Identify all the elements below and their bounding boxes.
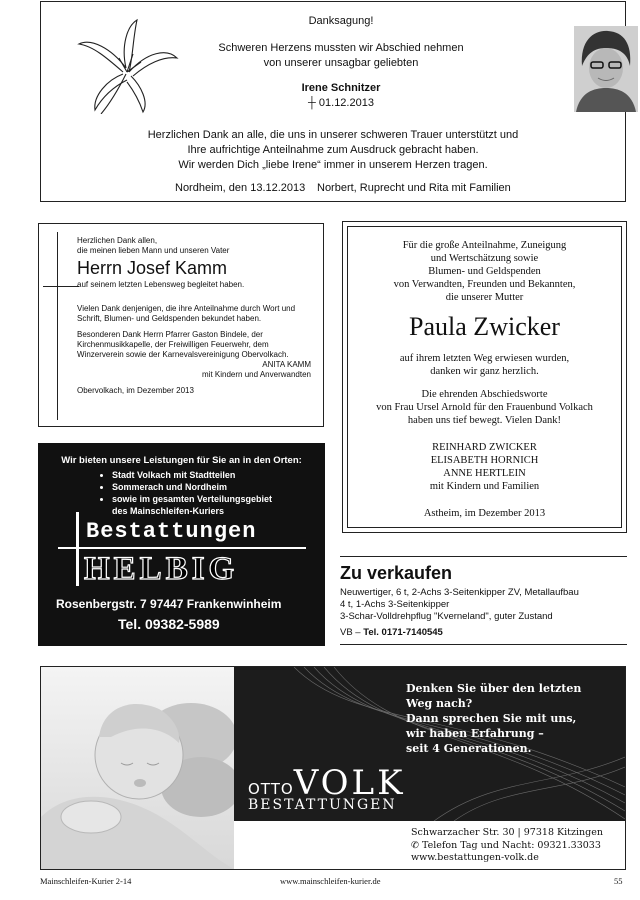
- ad1-thanks1: Herzlichen Dank an alle, die uns in unserer schweren Trauer unterstützt und: [147, 129, 519, 141]
- cross-horizontal: [43, 286, 79, 287]
- ad1-line1: Schweren Herzens mussten wir Abschied nehmen: [218, 42, 464, 54]
- ad1-thanks: [41, 128, 625, 173]
- classified-line1: Neuwertiger, 6 t, 2-Achs 3-Seitenkipper ZV, Metallaufbau: [340, 587, 579, 598]
- ad4-logo-top: Bestattungen: [86, 519, 257, 544]
- ad3-line2: und Wertschätzung sowie: [430, 253, 539, 264]
- ad2-signature-name: ANITA KAMM: [262, 360, 311, 369]
- lily-flower-icon: [71, 18, 181, 114]
- ad5-slogan1: Denken Sie über den letzten: [406, 682, 582, 695]
- helbig-funeral-ad: [38, 443, 325, 646]
- cross-horizontal: [58, 547, 306, 549]
- ad3-text: [348, 239, 621, 520]
- obituary-ad-kamm: [38, 223, 324, 427]
- ad1-thanks2: Ihre aufrichtige Anteilnahme zum Ausdruck gebracht haben.: [187, 144, 479, 156]
- ad2-paragraph2: Besonderen Dank Herrn Pfarrer Gaston Bindele, der Kirchenmusikkapelle, der Freiwilligen Feuerwehr, dem Winzerverein sowie der Karnevalsvereinigung Obervolkach.: [77, 330, 289, 359]
- ad2-intro3: auf seinem letzten Lebensweg begleitet haben.: [77, 280, 245, 289]
- classified-phone: Tel. 0171-7140545: [363, 627, 443, 638]
- ad4-logo-main: HELBIG: [84, 551, 239, 587]
- footer-website: www.mainschleifen-kurier.de: [280, 876, 381, 886]
- ad5-dark-panel: [234, 667, 625, 821]
- ad2-signature-family: mit Kindern und Anverwandten: [202, 370, 311, 379]
- ad3-signer1: REINHARD ZWICKER: [432, 442, 537, 453]
- classified-heading: Zu verkaufen: [340, 563, 453, 583]
- ad3-line1: Für die große Anteilnahme, Zuneigung: [402, 240, 567, 251]
- ad4-address: Rosenbergstr. 7 97447 Frankenwinheim: [56, 597, 282, 611]
- obituary-ad-schnitzer: [40, 1, 626, 202]
- ad2-text: [77, 236, 311, 396]
- cross-vertical: [76, 512, 79, 586]
- ad1-signature: Norbert, Ruprecht und Rita mit Familien: [317, 182, 511, 194]
- ad3-line3: Blumen- und Geldspenden: [428, 266, 541, 277]
- volk-logo-sub: BESTATTUNGEN: [248, 797, 397, 813]
- volk-funeral-ad: [40, 666, 626, 870]
- classified-line2: 4 t, 1-Achs 3-Seitenkipper: [340, 599, 450, 610]
- ad3-line8: Die ehrenden Abschiedsworte: [421, 389, 548, 400]
- footer-page-number: 55: [614, 876, 623, 886]
- obituary-ad-zwicker: [342, 221, 627, 533]
- classified-body: [340, 587, 627, 623]
- classified-contact: [340, 627, 627, 638]
- ad5-phone: Telefon Tag und Nacht: 09321.33033: [422, 839, 601, 851]
- ad2-intro2: die meinen lieben Mann und unseren Vater: [77, 246, 230, 255]
- ad4-service-item: • sowie im gesamten Verteilungsgebiet: [112, 493, 272, 505]
- ad5-website: www.bestattungen-volk.de: [411, 852, 539, 863]
- ad5-slogan3: Dann sprechen Sie mit uns,: [406, 712, 577, 725]
- ad3-line5: die unserer Mutter: [445, 292, 524, 303]
- top-rule: [340, 556, 627, 557]
- portrait-photo: [574, 26, 638, 112]
- ad2-deceased-name: Herrn Josef Kamm: [77, 258, 228, 278]
- ad4-headline: Wir bieten unsere Leistungen für Sie an in den Orten:: [61, 455, 302, 466]
- ad5-slogan: [406, 681, 581, 756]
- ad4-service-item: • Sommerach und Nordheim: [112, 481, 272, 493]
- ad3-line9: von Frau Ursel Arnold für den Frauenbund Volkach: [376, 402, 593, 413]
- ad5-address: Schwarzacher Str. 30 | 97318 Kitzingen: [411, 827, 603, 838]
- ad3-line7: danken wir ganz herzlich.: [430, 366, 539, 377]
- ad2-paragraph1: Vielen Dank denjenigen, die ihre Anteilnahme durch Wort und Schrift, Blumen- und Geldspenden bekundet haben.: [77, 304, 296, 323]
- ad4-service-item: des Mainschleifen-Kuriers: [112, 506, 225, 516]
- ad3-signer2: ELISABETH HORNICH: [430, 455, 539, 466]
- phone-icon: ✆: [411, 839, 419, 851]
- footer-publication: Mainschleifen-Kurier 2-14: [40, 876, 132, 886]
- ad3-signer3: ANNE HERTLEIN: [443, 468, 526, 479]
- ad4-service-item: • Stadt Volkach mit Stadtteilen: [112, 469, 272, 481]
- ad1-deceased-name: Irene Schnitzer: [301, 82, 381, 94]
- cross-vertical: [57, 232, 58, 420]
- angel-image: [41, 667, 234, 869]
- ad3-place: Astheim, im Dezember 2013: [423, 508, 546, 519]
- ad3-inner-frame: [347, 226, 622, 528]
- ad3-line6: auf ihrem letzten Weg erwiesen wurden,: [399, 353, 570, 364]
- ad3-deceased-name: Paula Zwicker: [409, 312, 560, 341]
- ad5-slogan5: seit 4 Generationen.: [406, 742, 532, 755]
- bottom-rule: [340, 644, 627, 645]
- ad5-slogan2: Weg nach?: [406, 697, 473, 710]
- ad5-contact: [411, 827, 603, 865]
- volk-logo: [248, 763, 406, 813]
- classified-line3: 3-Schar-Volldrehpflug "Kverneland", guter Zustand: [340, 611, 553, 622]
- ad3-line4: von Verwandten, Freunden und Bekannten,: [393, 279, 576, 290]
- volk-logo-small: OTTO: [248, 780, 294, 798]
- ad1-line2: von unserer unsagbar geliebten: [263, 57, 419, 69]
- ad5-slogan4: wir haben Erfahrung –: [406, 727, 544, 740]
- ad1-place-date: Nordheim, den 13.12.2013: [175, 182, 306, 194]
- ad4-service-list: [100, 469, 272, 517]
- classified-vb: VB –: [340, 627, 364, 638]
- ad5-phone-line: [411, 840, 603, 853]
- ad3-signer-family: mit Kindern und Familien: [429, 481, 540, 492]
- ad2-intro1: Herzlichen Dank allen,: [77, 236, 158, 245]
- volk-logo-big: VOLK: [293, 763, 406, 803]
- ad4-phone: Tel. 09382-5989: [118, 616, 220, 632]
- ad2-place: Obervolkach, im Dezember 2013: [77, 386, 194, 395]
- ad1-text: [191, 14, 491, 111]
- ad1-thanks3: Wir werden Dich „liebe Irene“ immer in unserem Herzen tragen.: [178, 159, 488, 171]
- ad3-line10: haben uns tief bewegt. Vielen Dank!: [407, 415, 562, 426]
- ad1-death-date: ┼ 01.12.2013: [308, 97, 374, 109]
- ad1-title: Danksagung!: [308, 15, 374, 27]
- classified-for-sale: [340, 556, 627, 645]
